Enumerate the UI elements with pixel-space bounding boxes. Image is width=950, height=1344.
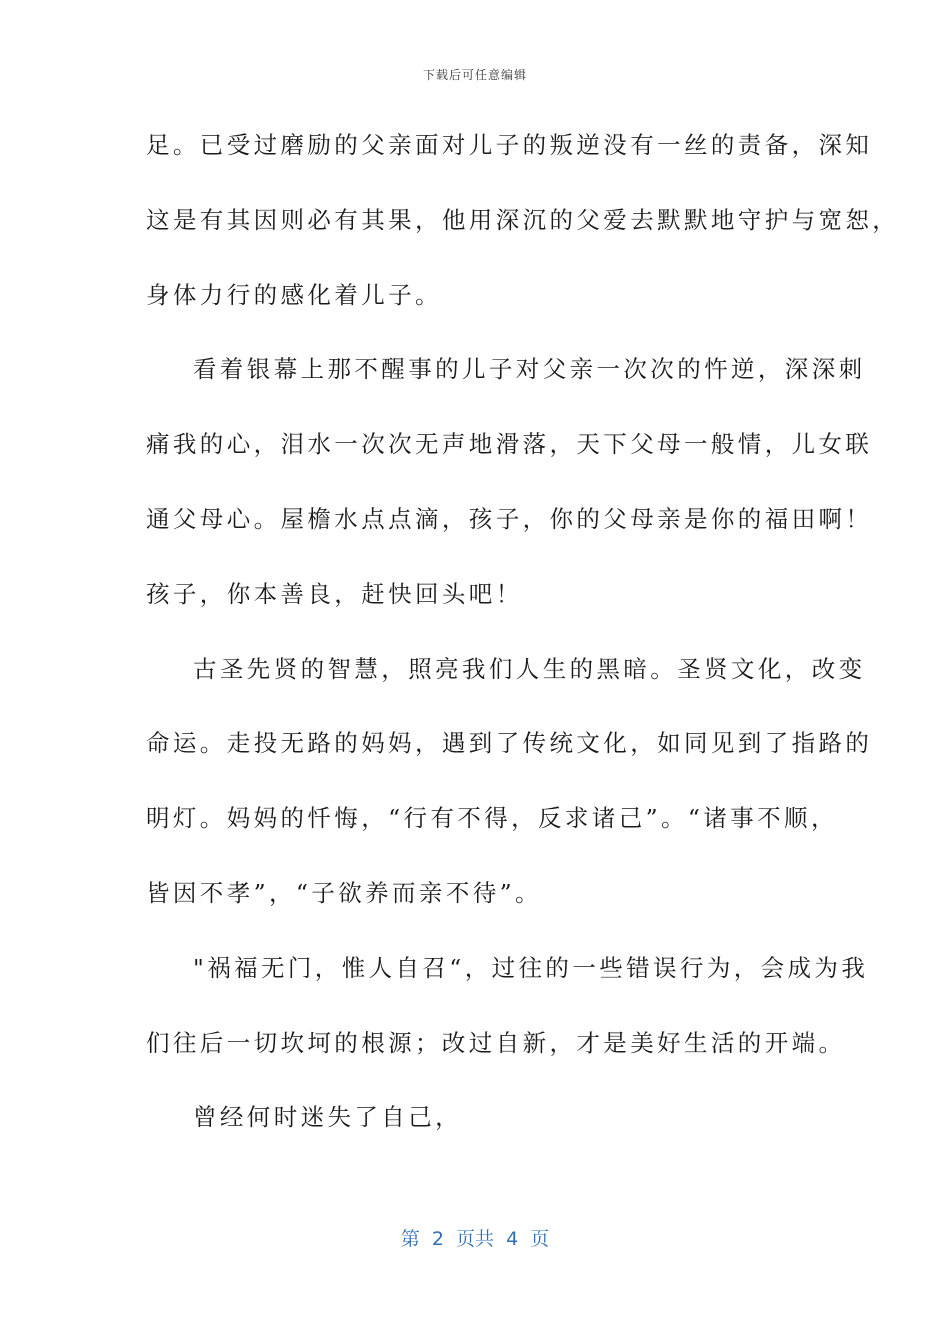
text-line: 们往后一切坎坷的根源；改过自新，才是美好生活的开端。 [146,1028,846,1057]
header-note: 下载后可任意编辑 [422,68,527,82]
text-line: 命运。走投无路的妈妈，遇到了传统文化，如同见到了指路的 [146,729,873,758]
text-line: 曾经何时迷失了自己， [193,1103,462,1132]
text-line: 明灯。妈妈的忏悔，“行有不得，反求诸己”。“诸事不顺， [146,804,838,833]
text-line: 这是有其因则必有其果，他用深沉的父爱去默默地守护与宽恕， [146,205,900,234]
page-number-footer: 第 2 页共 4 页 [400,1228,550,1250]
text-line: 身体力行的感化着儿子。 [146,280,442,309]
page-body [146,108,900,1155]
text-line: 足。已受过磨励的父亲面对儿子的叛逆没有一丝的责备，深知 [146,131,873,159]
text-line: 看着银幕上那不醒事的儿子对父亲一次次的忤逆，深深刺 [193,355,866,384]
text-line: 通父母心。屋檐水点点滴，孩子，你的父母亲是你的福田啊！ [146,504,873,533]
text-line: 皆因不孝”，“子欲养而亲不待”。 [146,878,542,907]
text-line: 痛我的心，泪水一次次无声地滑落，天下父母一般情，儿女联 [146,430,873,459]
text-line: 孩子，你本善良，赶快回头吧！ [146,579,523,608]
text-line: 古圣先贤的智慧，照亮我们人生的黑暗。圣贤文化，改变 [193,654,866,683]
text-line: "祸福无门，惟人自召“，过往的一些错误行为，会成为我 [193,953,869,982]
